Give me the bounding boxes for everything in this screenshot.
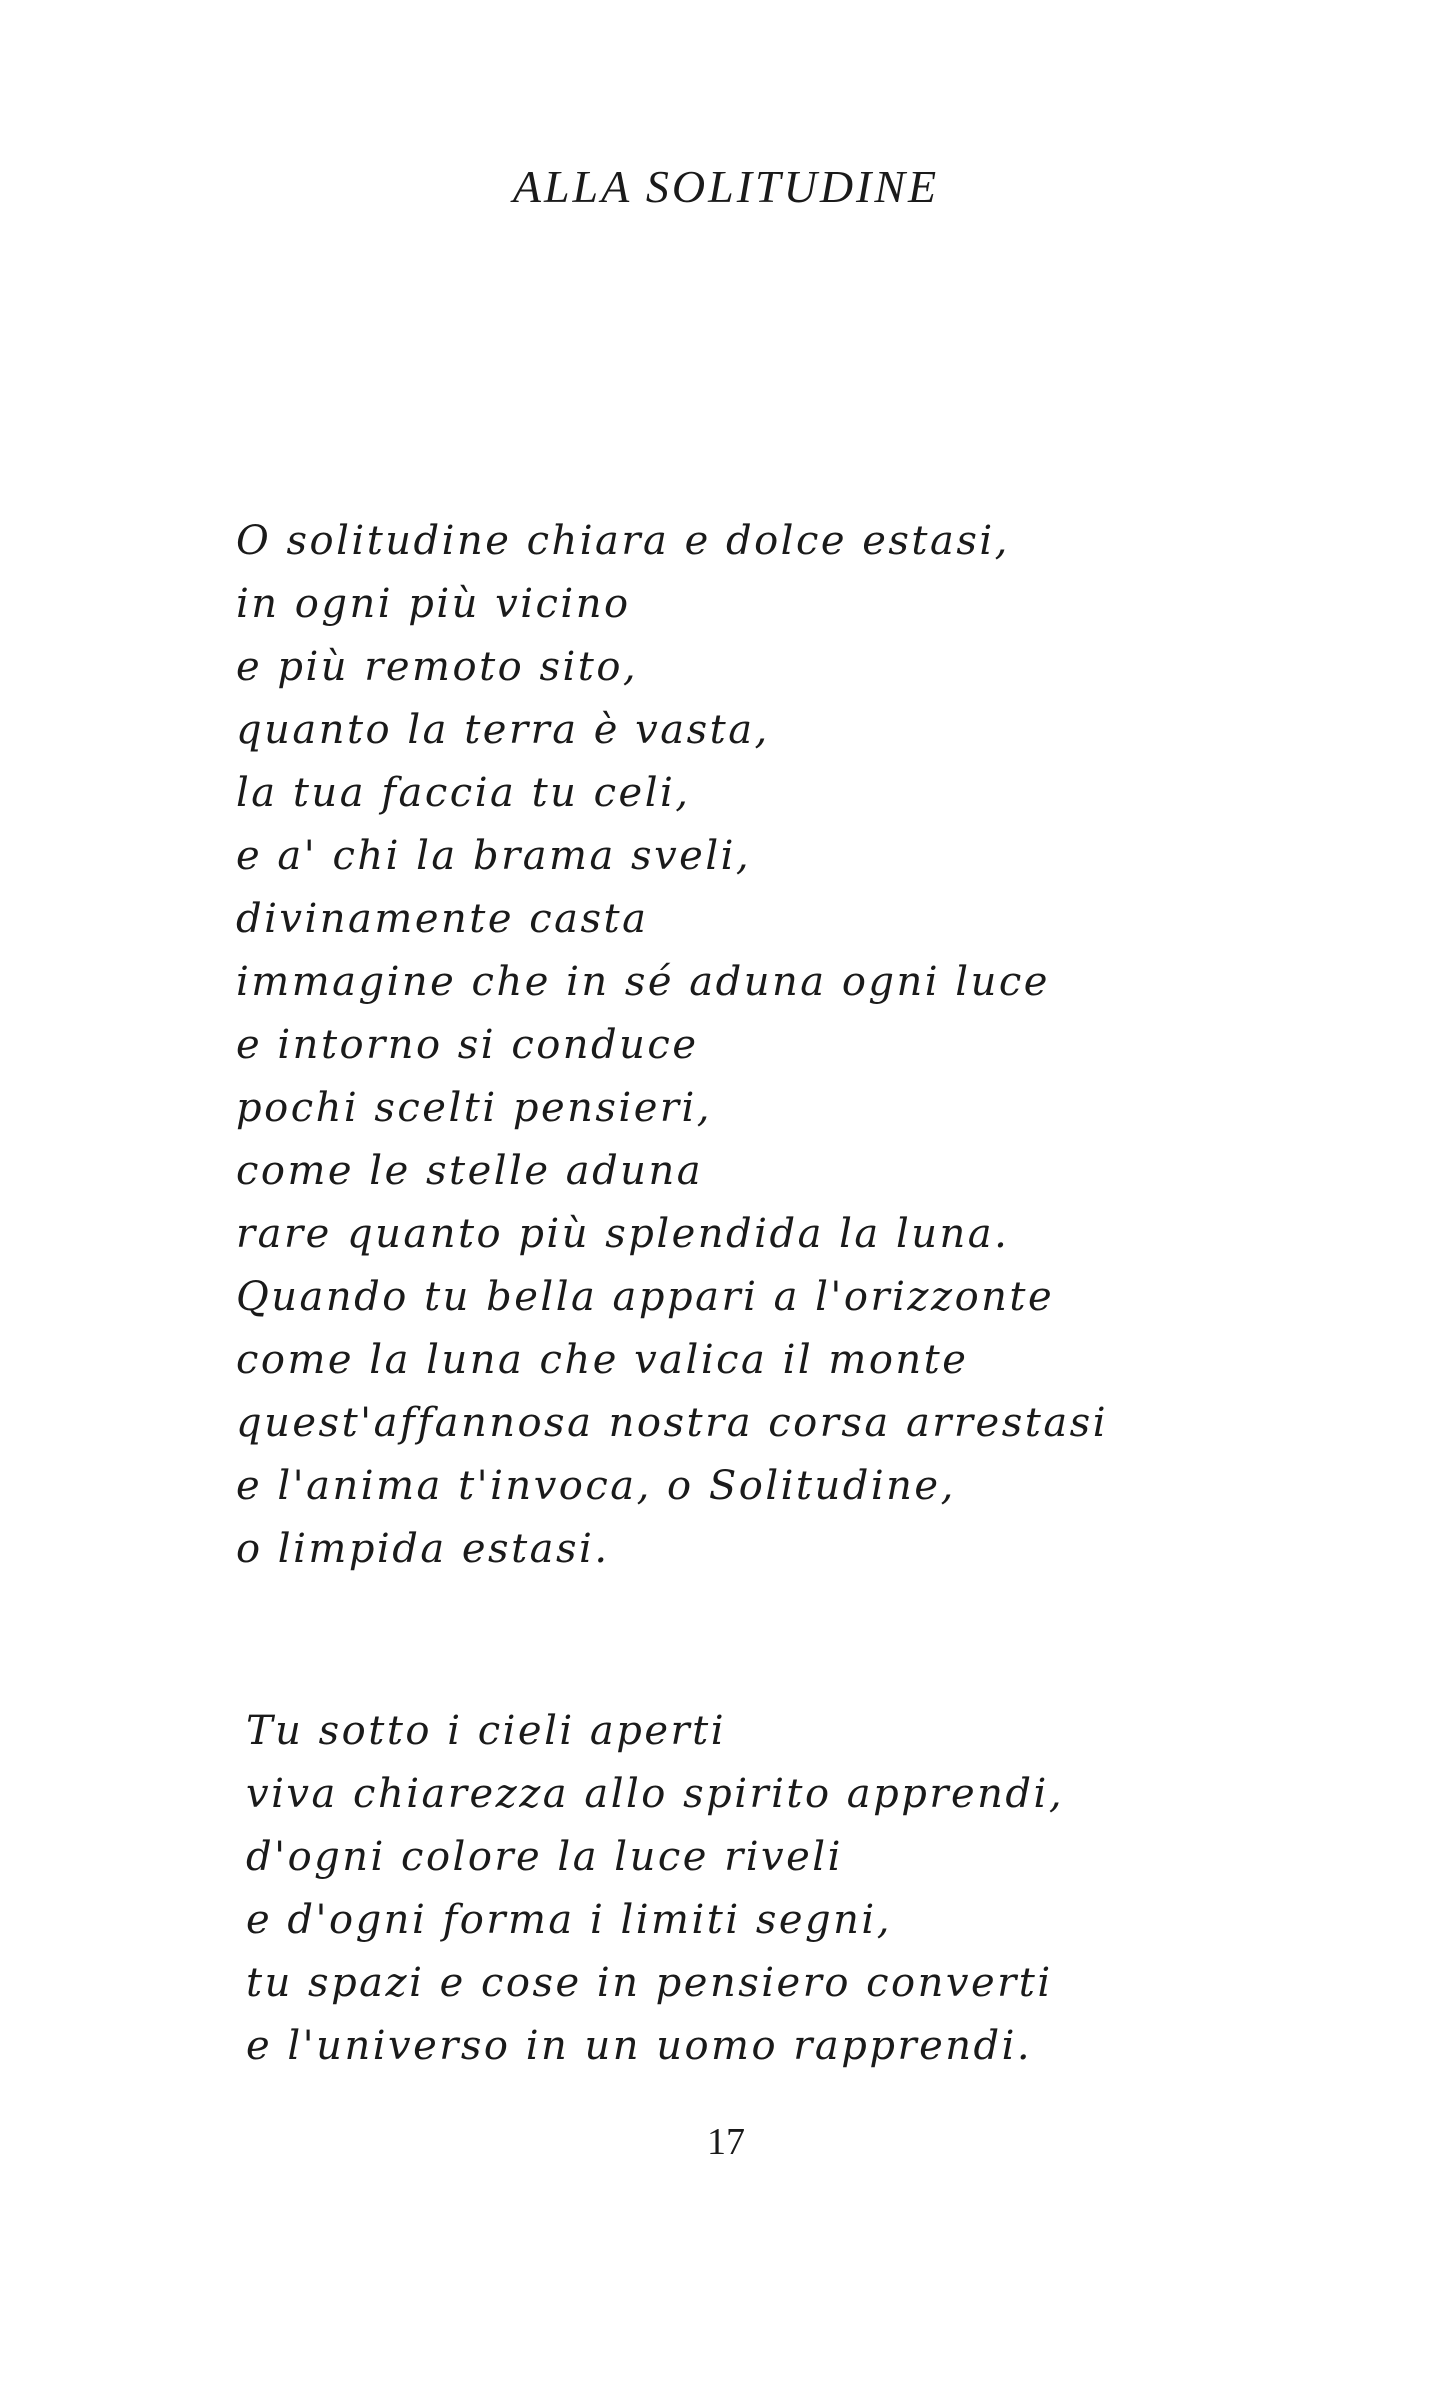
verse-line: rare quanto più splendida la luna. bbox=[236, 1211, 1010, 1257]
verse-line: Tu sotto i cieli aperti bbox=[246, 1708, 726, 1754]
verse-line: la tua faccia tu celi, bbox=[236, 770, 691, 816]
verse-line: tu spazi e cose in pensiero converti bbox=[246, 1960, 1053, 2006]
page-number: 17 bbox=[707, 2121, 745, 2163]
verse-line: e l'anima t'invoca, o Solitudine, bbox=[236, 1463, 956, 1509]
page-title: ALLA SOLITUDINE bbox=[512, 161, 940, 212]
verse-line: e l'universo in un uomo rapprendi. bbox=[246, 2023, 1033, 2069]
verse-line: e più remoto sito, bbox=[236, 644, 639, 690]
verse-line: pochi scelti pensieri, bbox=[236, 1085, 712, 1131]
verse-line: e intorno si conduce bbox=[236, 1022, 699, 1068]
verse-line: in ogni più vicino bbox=[236, 581, 631, 627]
verse-line: quanto la terra è vasta, bbox=[236, 707, 770, 753]
stanza-1 bbox=[236, 510, 1108, 1581]
verse-line: divinamente casta bbox=[236, 896, 649, 942]
verse-line: come le stelle aduna bbox=[236, 1148, 704, 1194]
verse-line: viva chiarezza allo spirito apprendi, bbox=[246, 1771, 1065, 1817]
verse-line: o limpida estasi. bbox=[236, 1526, 610, 1572]
verse-line: e d'ogni forma i limiti segni, bbox=[246, 1897, 892, 1943]
verse-line: e a' chi la brama sveli, bbox=[236, 833, 752, 879]
verse-line: Quando tu bella appari a l'orizzonte bbox=[236, 1274, 1055, 1320]
stanza-2 bbox=[246, 1700, 1064, 2078]
verse-line: O solitudine chiara e dolce estasi, bbox=[236, 518, 1010, 564]
verse-line: d'ogni colore la luce riveli bbox=[246, 1834, 843, 1880]
verse-line: immagine che in sé aduna ogni luce bbox=[236, 959, 1050, 1005]
verse-line: come la luna che valica il monte bbox=[236, 1337, 969, 1383]
verse-line: quest'affannosa nostra corsa arrestasi bbox=[236, 1400, 1108, 1446]
